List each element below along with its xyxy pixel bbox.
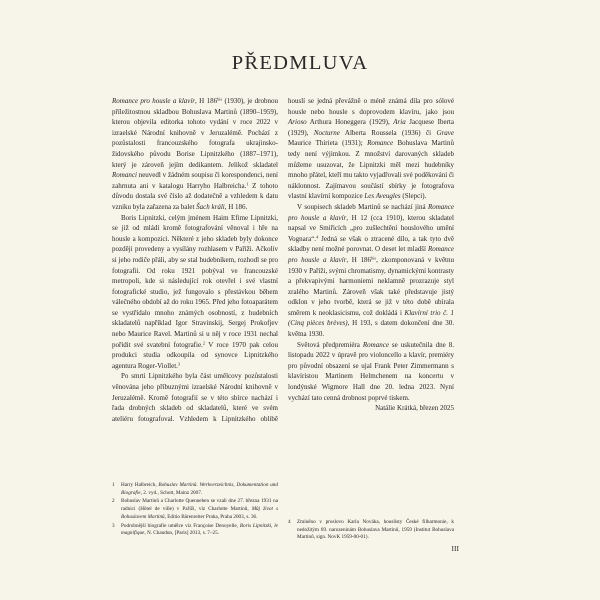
italic-title: Arioso [288, 118, 307, 127]
text-run: V roce 1970 pak celou produkci studia odkoupila od synovce Lipnitzkého agentura Roger-Viollet. [112, 340, 278, 370]
superscript: bis [217, 96, 223, 102]
footnote-number: 4 [288, 519, 291, 525]
italic-title: Romance pro housle a klavír [288, 245, 454, 264]
text-run: Bohuslava Martinů tedy není výjimkou. Z množství darovaných skladeb můžeme usuzovat, že Lipnitzki měl mezi hudebníky mnoho přátel, kteří mu takto vyjadřovali své poděkování či náklonnost. Zajímavou součástí sbírky je fotografova vlastní klavírní kompozice [288, 139, 454, 201]
text-run: Z tohoto důvodu dostala své číslo až dodatečně a vzhledem k datu vzniku byla zařazena za balet [112, 181, 279, 211]
text-run: Maurice Thirieta (1931); [288, 139, 368, 148]
footnote-text [121, 523, 278, 538]
italic-title: Romanci [112, 171, 137, 180]
text-run: Světová předpremiéra [297, 340, 363, 349]
text-run: , H 186 [346, 255, 371, 264]
text-run: Po smrti Lipnitzkého byla část umělcovy pozůstalosti věnována jeho příbuznými izraelské Národní knihovně v Jeruzalémě. Kromě fotografií se v této sbírce nachází i řada drobných skladeb od skladatelů, které ve svém ateliéru fotografoval. Vzhledem k Lipnitzkého oblibě [112, 372, 278, 423]
text-run: , H 12 (cca 1910), kterou skladatel napsal ve Smiřicích „pro zušlechtění houslového umění Vognara“. [288, 213, 454, 243]
text-run: Jedná se však o ztracené dílo, a tak tyto dvě skladby není možné porovnat. O deset let mladší [288, 234, 454, 254]
text-run: Bohuslav Martinů a Charlotte Quennehen se vzali dne 27. března 1931 na radnici (Hôtel de ville) v Paříži, viz Charlotte Martinů, [121, 498, 278, 513]
text-run: houslí se jedná převážně o méně známá díla pro sólové housle nebo housle s doprovodem klavíru, jako jsou [288, 97, 454, 116]
italic-title: Klavírní trio č. 1 (Cinq pièces brèves) [288, 308, 454, 328]
text-run: Podrobnější biografie umělce viz Françoise Denoyelle, [121, 522, 240, 529]
italic-title: Můj život s Bohuslavem Martinů [121, 506, 278, 520]
footnotes-left [112, 482, 278, 539]
footnote [112, 523, 278, 538]
text-run: , N. Chaudun, [Paris] 2013, s. 7–25. [144, 530, 219, 537]
italic-title: Romance [367, 139, 394, 148]
footnote-text [297, 519, 454, 542]
footnote-number: 1 [112, 482, 115, 488]
paragraph [288, 340, 454, 404]
italic-title: Grave [436, 128, 455, 137]
footnote-reference: 1 [246, 181, 249, 187]
text-run: , 2. vyd., Schott, Mainz 2007. [140, 489, 203, 496]
paragraph [112, 96, 278, 213]
italic-title: Romance pro housle a klavír [288, 202, 454, 222]
italic-title: Nocturne [313, 128, 340, 137]
text-run: Zmíněno v proslovu Karla Nováka, houslisty České filharmonie, k nedožitým 69. narozeninám Bohuslava Martinů, 1959 (Institut Bohuslava Martinů, sign. NovK 1959-00-01). [297, 519, 454, 541]
italic-title: Les Aveugles [364, 192, 401, 201]
footnote-reference: 3 [177, 361, 181, 367]
text-run: , H 186. [224, 202, 248, 211]
left-text-column [112, 96, 278, 424]
italic-title: Boris Lipnitzki, le magnifique [121, 522, 278, 537]
footnote [112, 498, 278, 521]
text-run: Arthura Honeggera (1929), [306, 118, 394, 127]
paragraph [112, 213, 278, 372]
text-run: , Editio Bärenreiter Praha, Praha 2003, s. 36. [164, 513, 258, 520]
footnote-text [121, 482, 278, 497]
footnote [112, 482, 278, 497]
italic-title: Bohuslav Martinů. Werkverzeichnis, Dokumentation und Biografie [121, 482, 278, 496]
footnote [288, 519, 454, 542]
right-text-column [288, 96, 454, 414]
italic-title: Šach králi [196, 202, 225, 211]
text-run: Alberta Roussela (1936) či [339, 128, 437, 137]
text-run: V soupisech skladeb Martinů se nachází jiná [297, 202, 428, 211]
paragraph-continuation [288, 96, 454, 202]
italic-title: Aria [393, 118, 406, 127]
text-run: Jacquese Iberta (1929), [288, 118, 454, 137]
text-run: , zkomponovaná v květnu 1930 v Paříži, svými chromatismy, dynamickými kontrasty a překvapivými harmoniemi neklamně prozrazuje styl zralého Martinů. Zároveň však také představuje jistý odklon v jeho tvorbě, která se již v této době ubírala směrem k neoklasicismu, což dokládá i [288, 255, 454, 317]
text-run: neuvedl v žádném soupisu či korespondenci, není zahrnuta ani v katalogu Harryho Halbreicha. [112, 171, 278, 190]
footnote-reference: 2 [202, 340, 205, 346]
footnote-reference: 4 [316, 234, 319, 240]
author-signature: Natálie Krátká, březen 2025 [375, 404, 454, 413]
paragraph [112, 371, 278, 424]
italic-title: Romance pro housle a klavír [112, 97, 196, 105]
superscript: bis [371, 255, 377, 261]
text-run: , H 186 [195, 97, 218, 105]
footnote-text [121, 498, 278, 521]
footnote-number: 3 [112, 522, 115, 529]
page-title: PŘEDMLUVA [231, 52, 369, 74]
text-run: se uskutečnila dne 8. listopadu 2022 v úpravě pro violoncello a klavír, premiéry pro původní obsazení se ujal Frank Peter Zimmermann s klavíristou Martinem Helmchenem na koncertu v londýnské Wigmore Hall dne 20. ledna 2023. Nyní vychází tato cenná drobnost poprvé tiskem. [288, 340, 454, 402]
text-run: (Slepci). [400, 192, 427, 201]
paragraph [288, 202, 454, 340]
text-run: Harry Halbreich, [121, 482, 159, 488]
text-run: (1930), je drobnou příležitostnou skladbou Bohuslava Martinů (1890–1959), kterou objevila editorka tohoto vydání v roce 2022 v izraelské Národní knihovně v Jeruzalémě. Pochází z pozůstalosti francouzského fotografa ukrajinsko-židovského původu Borise Lipnitzkého (1887–1971), který je zároveň jejím dedikantem. Jelikož skladatel [112, 97, 279, 169]
text-run: , H 193, s datem dokončení dne 30. května 1930. [288, 319, 454, 339]
footnote-number: 2 [112, 498, 115, 505]
footnotes-right [288, 519, 454, 543]
page-number: III [451, 544, 459, 553]
text-run: Boris Lipnitzki, celým jménem Haim Efime Lipnitzki, se již od mládí kromě fotografování věnoval i hře na housle a kompozici. Některé z jeho skladeb byly dokonce později provedeny a vysílány rozhlasem v Paříži. Ačkoliv si jeho rodiče přáli, aby se stal hudebníkem, rozhodl se pro fotografii. Od roku 1921 pobýval ve francouzské metropoli, kde si následující rok otevřel i své vlastní fotografické studio, jež fungovalo s přestávkou během válečného období až do roku 1965. Před jeho fotoaparátem se vystřídalo mnoho známých osobností, z hudebních skladatelů například Igor Stravinskij, Sergej Prokofjev nebo Maurice Ravel. Martinů si u něj v roce 1931 nechal pořídit své svatební fotografie. [112, 213, 278, 349]
italic-title: Romance [362, 340, 389, 349]
